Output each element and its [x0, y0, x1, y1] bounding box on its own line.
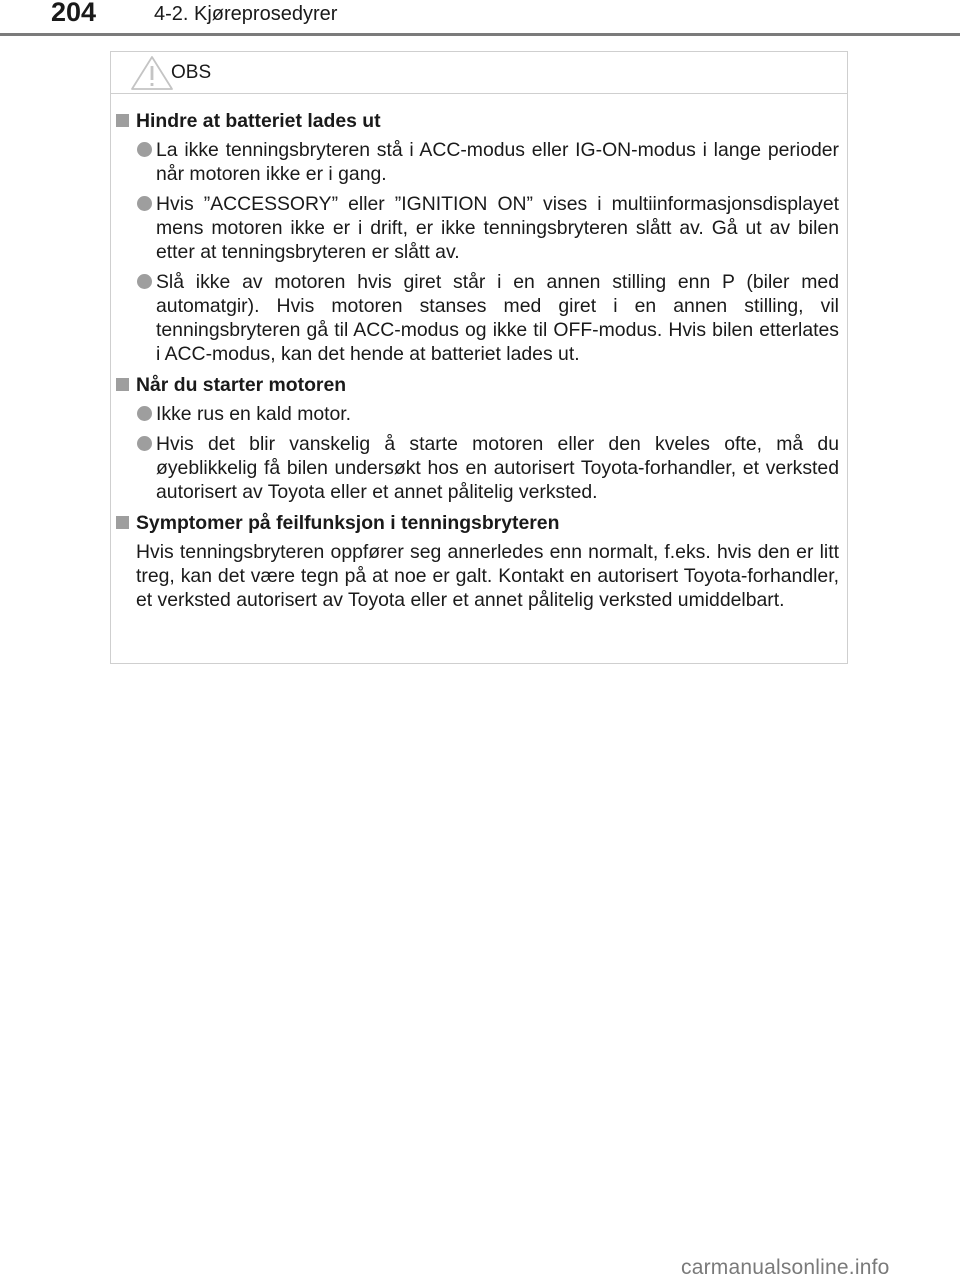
notice-section [111, 511, 839, 612]
list-item [111, 270, 839, 366]
square-bullet-icon [116, 516, 129, 529]
circle-bullet-icon [137, 436, 152, 451]
circle-bullet-icon [137, 406, 152, 421]
watermark: carmanualsonline.info [681, 1256, 890, 1279]
section-heading [111, 511, 839, 535]
list-item [111, 192, 839, 264]
section-paragraph: Hvis tenningsbryteren oppfører seg annerledes enn normalt, f.eks. hvis den er litt treg, kan det være tegn på at noe er galt. Kontakt en autorisert Toyota-forhandler, et verksted autorisert av Toyota eller et annet pålitelig verksted umiddelbart. [136, 541, 839, 611]
page-number: 204 [51, 0, 97, 27]
list-item-text: La ikke tenningsbryteren stå i ACC-modus eller IG-ON-modus i lange perioder når motoren ikke er i gang. [156, 139, 839, 185]
notice-content [111, 93, 847, 619]
notice-section [111, 109, 839, 366]
section-title: 4-2. Kjøreprosedyrer [154, 3, 338, 25]
circle-bullet-icon [137, 196, 152, 211]
warning-triangle-icon [130, 55, 174, 91]
square-bullet-icon [116, 378, 129, 391]
list-item-text: Ikke rus en kald motor. [156, 403, 352, 425]
section-heading-text: Når du starter motoren [136, 374, 347, 396]
notice-section [111, 373, 839, 504]
list-item-text: Hvis ”ACCESSORY” eller ”IGNITION ON” vises i multiinformasjonsdisplayet mens motoren ikke er i drift, er ikke tenningsbryteren slått av. Gå ut av bilen etter at tenningsbryteren er slått av. [156, 193, 839, 263]
section-heading-text: Symptomer på feilfunksjon i tenningsbryteren [136, 512, 560, 534]
page-header [0, 0, 960, 40]
list-item-text: Slå ikke av motoren hvis giret står i en annen stilling enn P (biler med automatgir). Hvis motoren stanses med giret i en annen stilling, vil tenningsbryteren gå til ACC-modus og ikke til OFF-modus. Hvis bilen etterlates i ACC-modus, kan det hende at batteriet lades ut. [156, 271, 839, 365]
list-item-text: Hvis det blir vanskelig å starte motoren eller den kveles ofte, må du øyeblikkelig få bilen undersøkt hos en autorisert Toyota-forhandler, et verksted autorisert av Toyota eller et annet pålitelig verksted. [156, 433, 839, 503]
circle-bullet-icon [137, 142, 152, 157]
section-heading [111, 109, 839, 133]
square-bullet-icon [116, 114, 129, 127]
circle-bullet-icon [137, 274, 152, 289]
notice-box [110, 51, 848, 664]
header-rule [0, 33, 960, 36]
list-item [111, 138, 839, 186]
section-heading-text: Hindre at batteriet lades ut [136, 110, 381, 132]
list-item [111, 432, 839, 504]
section-heading [111, 373, 839, 397]
notice-header [111, 52, 847, 94]
notice-label: OBS [171, 62, 212, 83]
list-item [111, 402, 839, 426]
